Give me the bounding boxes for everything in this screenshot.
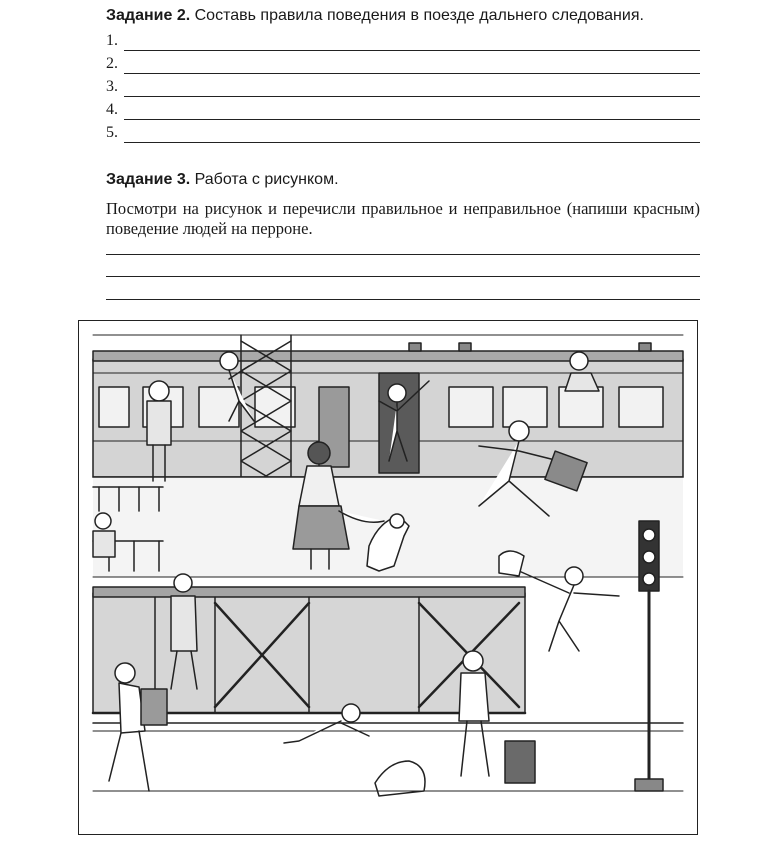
answer-blank-line-2[interactable]: [106, 276, 700, 277]
task-2-label: Задание 2.: [106, 7, 191, 24]
answer-line-number: 2.: [106, 55, 118, 72]
task-3-instruction: Посмотри на рисунок и перечисли правильное и неправильное (напиши красным) поведение людей на перроне.: [106, 199, 700, 238]
answer-line-2[interactable]: [106, 55, 700, 75]
answer-rule: [124, 96, 700, 97]
answer-blank-line-3[interactable]: [106, 299, 700, 300]
answer-rule: [124, 50, 700, 51]
answer-rule: [124, 73, 700, 74]
answer-rule: [124, 119, 700, 120]
task-3-title: [106, 171, 339, 189]
answer-blank-line-1[interactable]: [106, 254, 700, 255]
task-3-text: Работа с рисунком.: [194, 171, 339, 188]
task-2-title: [106, 7, 644, 25]
answer-line-number: 1.: [106, 32, 118, 49]
answer-line-3[interactable]: [106, 78, 700, 98]
answer-line-1[interactable]: [106, 32, 700, 52]
answer-line-4[interactable]: [106, 101, 700, 121]
answer-line-number: 4.: [106, 101, 118, 118]
answer-line-5[interactable]: [106, 124, 700, 144]
answer-line-number: 5.: [106, 124, 118, 141]
platform-illustration: [78, 320, 698, 835]
answer-rule: [124, 142, 700, 143]
task-3-label: Задание 3.: [106, 171, 191, 188]
task-2-text: Составь правила поведения в поезде дальнего следования.: [194, 7, 644, 24]
answer-line-number: 3.: [106, 78, 118, 95]
